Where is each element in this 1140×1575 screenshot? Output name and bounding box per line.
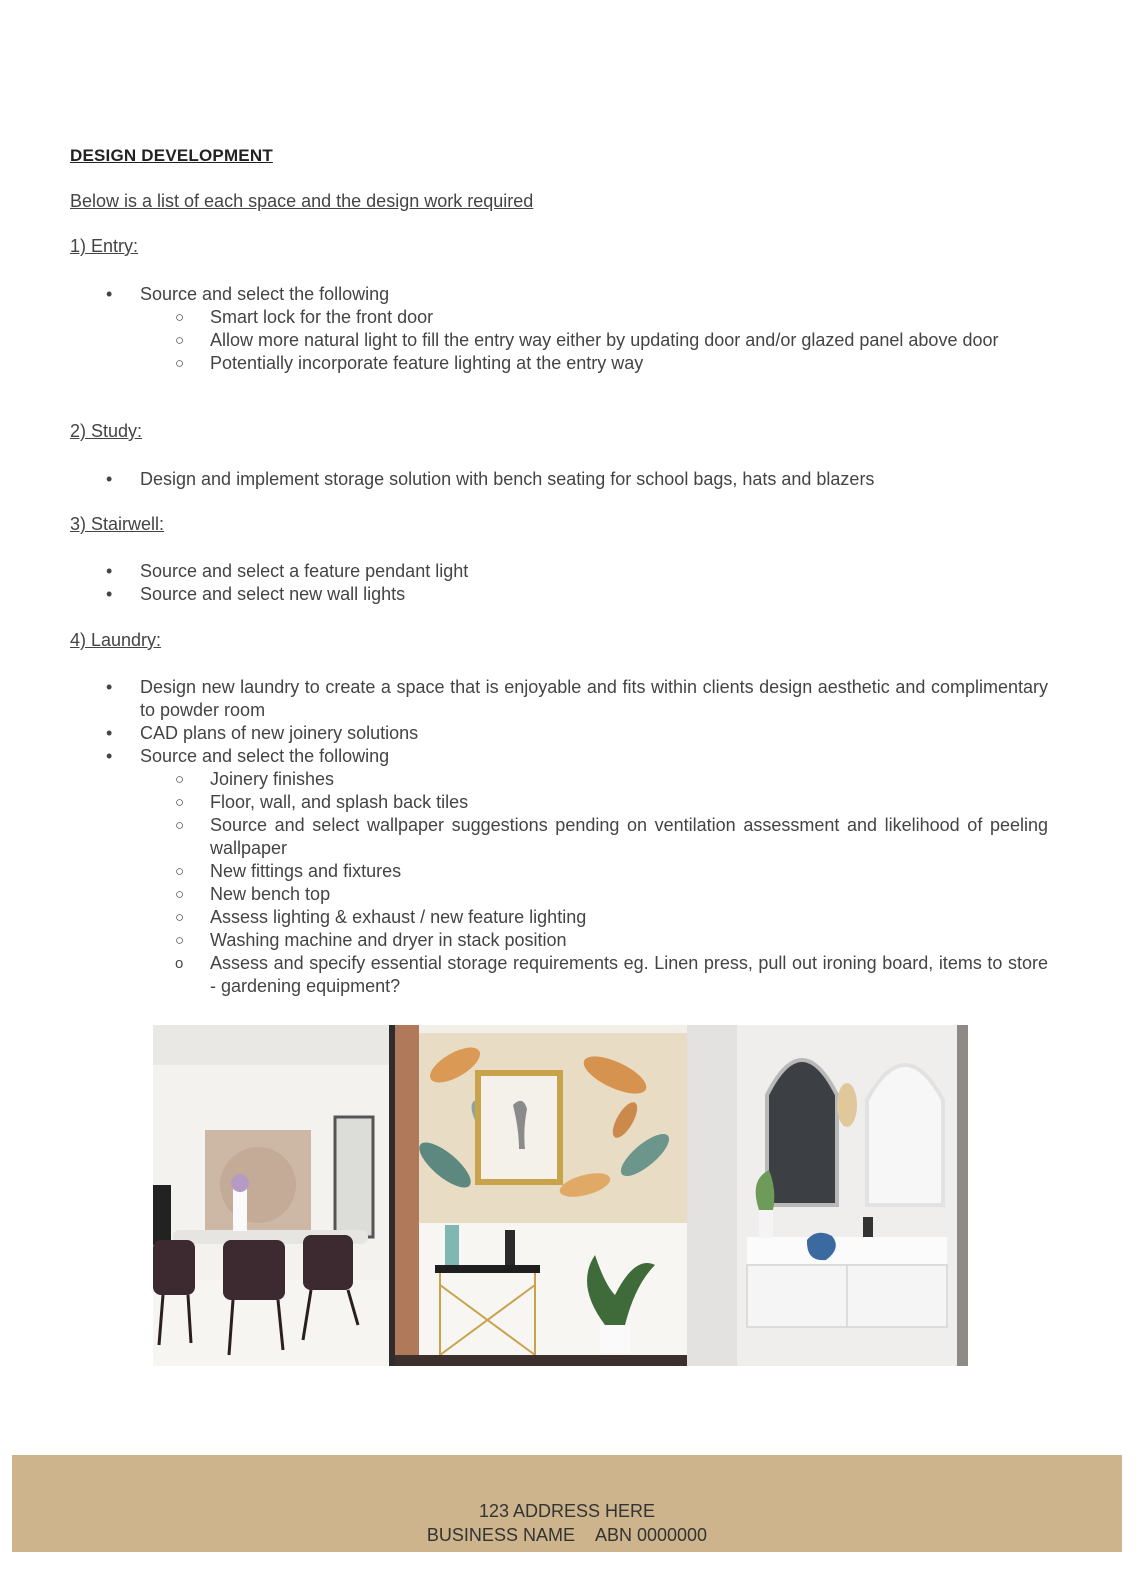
- sub-list-item: ○ Floor, wall, and splash back tiles: [175, 792, 469, 812]
- section-title-study: 2) Study:: [70, 421, 143, 441]
- circle-bullet-icon: ○: [175, 309, 185, 326]
- bullet-icon: •: [106, 469, 113, 489]
- list-item: • CAD plans of new joinery solutions: [106, 723, 419, 743]
- sub-list-item: ○ Washing machine and dryer in stack position: [175, 930, 567, 950]
- footer-address: 123 ADDRESS HERE: [478, 1501, 656, 1521]
- list-item: • Source and select a feature pendant light: [106, 561, 469, 581]
- bullet-icon: •: [106, 561, 113, 581]
- sub-list-item: ○ Allow more natural light to fill the entry way either by updating door and/or glazed panel above door: [175, 330, 999, 350]
- circle-bullet-icon: ○: [175, 817, 185, 834]
- laundry-list: [0, 676, 1048, 998]
- sub-list-item: ○ Potentially incorporate feature lighting at the entry way: [175, 353, 644, 373]
- bullet-icon: •: [106, 746, 113, 766]
- footer-business-line: [12, 1525, 1122, 1546]
- vanity-photo: [687, 1025, 968, 1366]
- section-title-entry: 1) Entry:: [70, 236, 139, 256]
- sub-list-item: ○ Source and select wallpaper suggestions pending on ventilation assessment and likelihood of peeling wallpaper: [175, 815, 1048, 858]
- stairwell-list: [0, 560, 1048, 606]
- page-heading: DESIGN DEVELOPMENT: [70, 146, 273, 165]
- bullet-icon: •: [106, 284, 113, 304]
- bullet-icon: •: [106, 723, 113, 743]
- sub-list-item: ○ Smart lock for the front door: [175, 307, 434, 327]
- footer-abn: ABN 0000000: [594, 1525, 708, 1545]
- dining-room-photo: [153, 1025, 395, 1366]
- sub-list-item: ○ New bench top: [175, 884, 331, 904]
- list-item: • Source and select the following ○ Joinery finishes ○ Floor, wall, and splash back tiles ○ Source and select wallpaper suggestions pending on ventilation assessment and likelihood of peeling wallpaper ○ New fittings and fixtures ○ New bench top ○ Assess lighting & exhaust / new feature lighting ○ Washing machine and dryer in stack position o Assess and specify essential storage requirements eg. Linen press, pull out ironing board, items to store - gardening equipment?: [0, 745, 1048, 998]
- circle-bullet-icon: ○: [175, 932, 185, 949]
- list-item: • Design and implement storage solution with bench seating for school bags, hats and blazers: [106, 469, 875, 489]
- entry-wallpaper-photo: [395, 1025, 687, 1366]
- interior-photo-collage: [153, 1025, 968, 1366]
- circle-bullet-icon: ○: [175, 771, 185, 788]
- circle-bullet-icon: ○: [175, 909, 185, 926]
- list-item: • Source and select the following ○ Smart lock for the front door ○ Allow more natural light to fill the entry way either by updating door and/or glazed panel above door ○ Potentially incorporate feature lighting at the entry way: [0, 283, 1048, 375]
- circle-bullet-icon: ○: [175, 886, 185, 903]
- list-item: • Design new laundry to create a space that is enjoyable and fits within clients design aesthetic and complimentary to powder room: [106, 677, 1048, 720]
- footer: [12, 1455, 1122, 1552]
- study-list: [0, 468, 1048, 491]
- sub-list-item: o Assess and specify essential storage requirements eg. Linen press, pull out ironing board, items to store - gardening equipment?: [175, 953, 1048, 996]
- intro-text: Below is a list of each space and the design work required: [70, 191, 534, 211]
- circle-bullet-icon: ○: [175, 355, 185, 372]
- list-item: • Source and select new wall lights: [106, 584, 406, 604]
- section-title-stairwell: 3) Stairwell:: [70, 514, 165, 534]
- circle-bullet-icon: o: [175, 955, 184, 972]
- bullet-icon: •: [106, 677, 113, 697]
- section-title-laundry: 4) Laundry:: [70, 630, 162, 650]
- sub-list-item: ○ Assess lighting & exhaust / new feature lighting: [175, 907, 587, 927]
- sub-list-item: ○ Joinery finishes: [175, 769, 335, 789]
- footer-business-name: BUSINESS NAME: [426, 1525, 575, 1545]
- bullet-icon: •: [106, 584, 113, 604]
- circle-bullet-icon: ○: [175, 332, 185, 349]
- entry-list: [0, 283, 1048, 375]
- circle-bullet-icon: ○: [175, 863, 185, 880]
- circle-bullet-icon: ○: [175, 794, 185, 811]
- sub-list-item: ○ New fittings and fixtures: [175, 861, 402, 881]
